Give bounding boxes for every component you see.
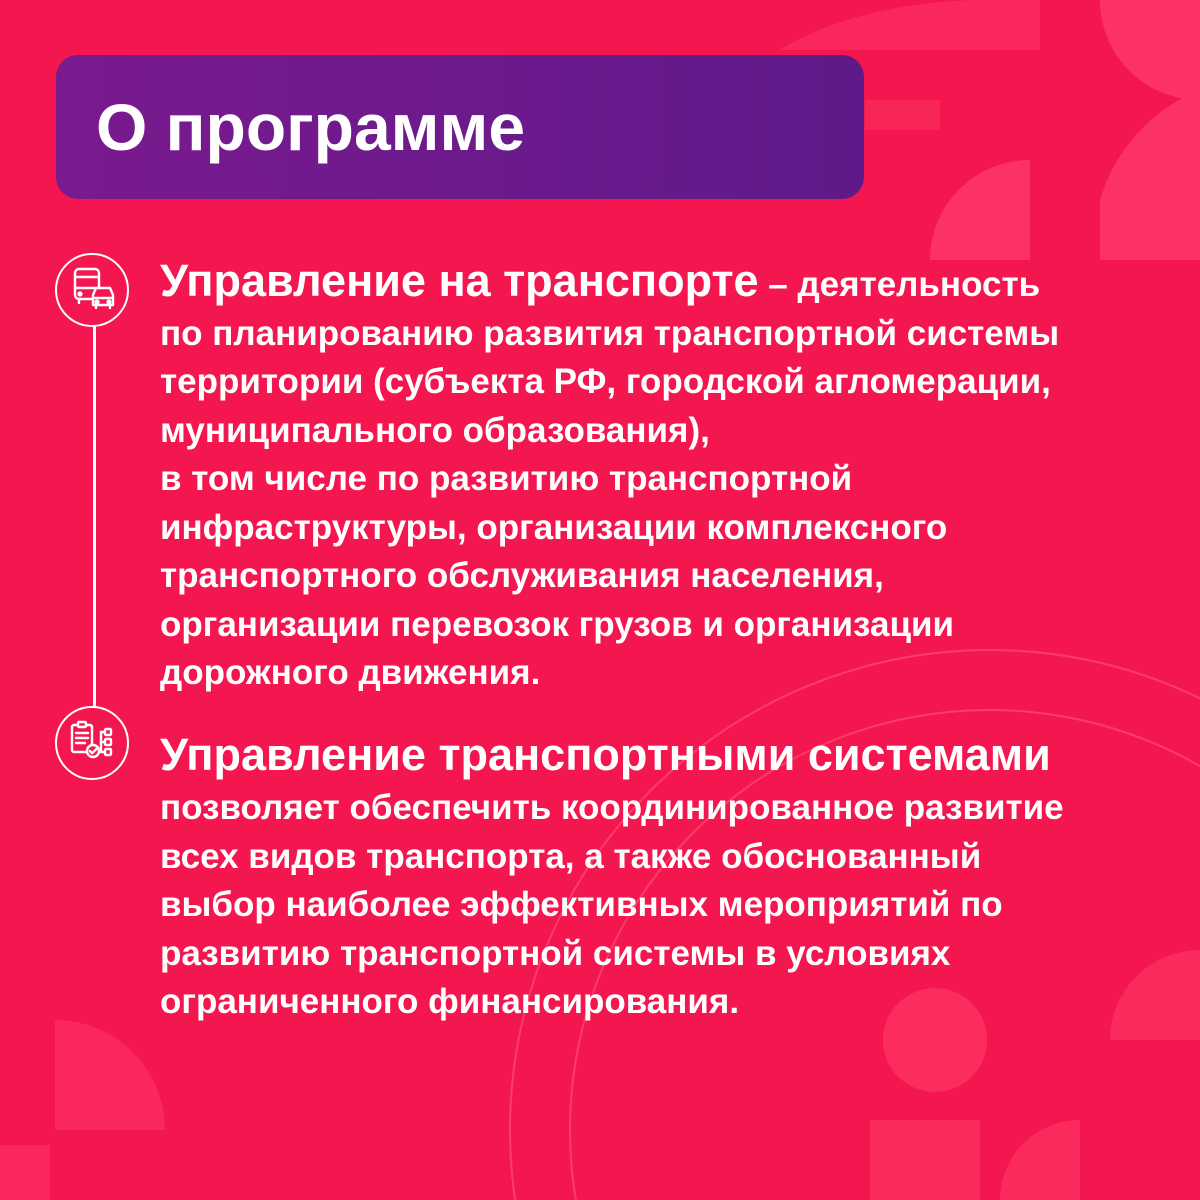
page-title: О программе — [96, 90, 526, 164]
text-line: позволяет обеспечить координированное развитие — [160, 788, 1064, 827]
text-line: дорожного движения. — [160, 653, 541, 692]
text-line: по планированию развития транспортной системы — [160, 313, 1060, 353]
text-line: в том числе по развитию транспортной — [160, 459, 853, 498]
section-heading: Управление на транспорте — [160, 255, 759, 306]
transport-icon — [55, 253, 129, 327]
checklist-icon — [55, 706, 129, 780]
text-line: развитию транспортной системы в условиях — [160, 933, 951, 973]
section-paragraph — [160, 257, 1180, 698]
first-line — [160, 257, 1180, 310]
heading-dash: – — [758, 265, 798, 304]
text-line: всех видов транспорта, а также обоснованный — [160, 836, 982, 876]
text-line: организации перевозок грузов и организации — [160, 604, 954, 644]
text-line: территории (субъекта РФ, городской агломерации, — [160, 362, 1051, 401]
section-transport-systems — [160, 726, 1180, 1027]
timeline-line — [93, 303, 96, 712]
section-paragraph — [160, 726, 1180, 1027]
text-line: транспортного обслуживания населения, — [160, 556, 884, 595]
section-heading: Управление транспортными системами — [160, 729, 1051, 780]
section-transport-management — [160, 257, 1180, 698]
text-line: ограниченного финансирования. — [160, 982, 740, 1021]
text-line: муниципального образования), — [160, 410, 710, 450]
text-line: инфраструктуры, организации комплексного — [160, 507, 948, 547]
first-line-rest: деятельность — [797, 265, 1041, 304]
text-line: выбор наиболее эффективных мероприятий по — [160, 885, 1003, 924]
